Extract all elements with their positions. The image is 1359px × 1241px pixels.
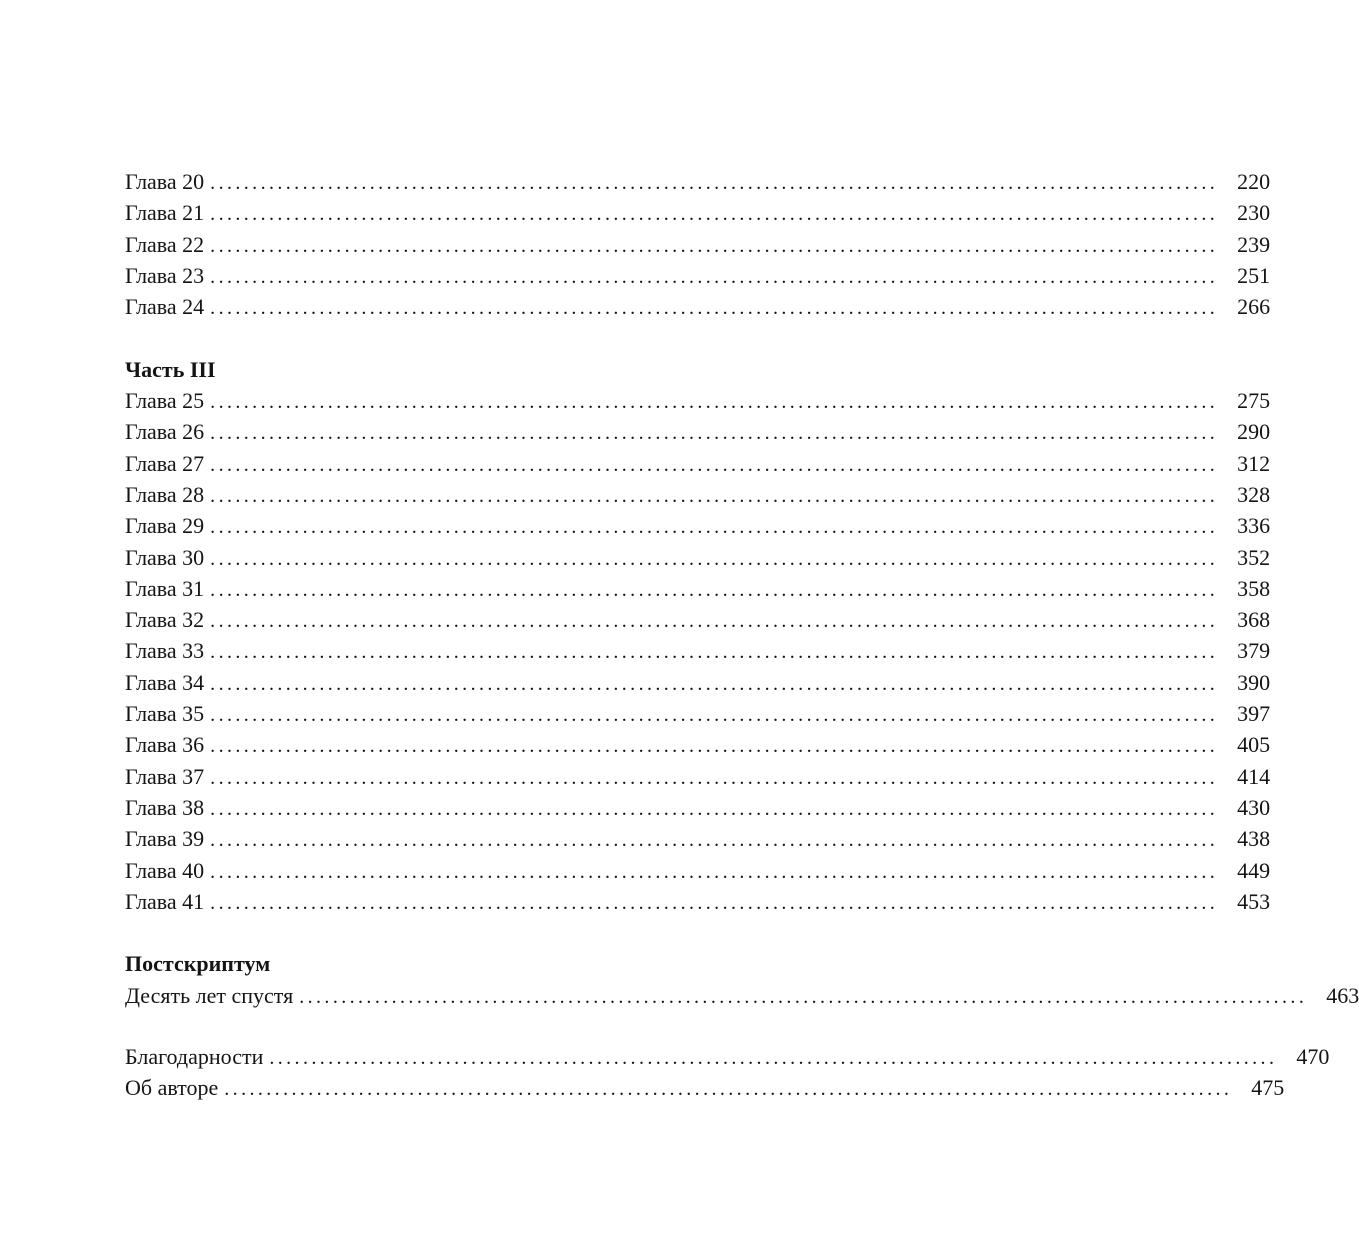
section-heading: Постскриптум (125, 951, 271, 977)
dot-leader: ........................................................................................................................ (269, 1047, 1278, 1070)
toc-entry-page: 336 (1237, 513, 1271, 539)
dot-leader: ........................................................................................................................ (210, 735, 1219, 758)
toc-entry[interactable] (125, 604, 1271, 635)
toc-entry-page: 453 (1237, 888, 1271, 914)
toc-entry-page: 463 (1326, 982, 1359, 1008)
toc-entry-title: Глава 29 (125, 513, 205, 539)
toc-entry[interactable] (125, 761, 1271, 792)
dot-leader: ........................................................................................................................ (210, 203, 1219, 226)
dot-leader: ........................................................................................................................ (210, 578, 1219, 601)
toc-entry-title: Благодарности (125, 1044, 264, 1070)
toc-entry[interactable] (125, 980, 1359, 1011)
dot-leader: ........................................................................................................................ (210, 704, 1219, 727)
toc-entry[interactable] (125, 1072, 1285, 1103)
toc-entry-page: 239 (1237, 231, 1271, 257)
dot-leader: ........................................................................................................................ (210, 641, 1219, 664)
toc-entry-title: Десять лет спустя (125, 982, 294, 1008)
toc-entry[interactable] (125, 855, 1271, 886)
toc-group-postscript (125, 948, 1359, 1011)
toc-group-back-matter (125, 1041, 1330, 1104)
toc-entry[interactable] (125, 729, 1271, 760)
dot-leader: ........................................................................................................................ (210, 860, 1219, 883)
dot-leader: ........................................................................................................................ (299, 985, 1308, 1008)
toc-entry-title: Глава 39 (125, 826, 205, 852)
toc-entry-page: 414 (1237, 763, 1271, 789)
toc-entry-page: 368 (1237, 607, 1271, 633)
dot-leader: ........................................................................................................................ (210, 547, 1219, 570)
toc-entry-title: Глава 40 (125, 857, 205, 883)
toc-entry-title: Глава 23 (125, 262, 205, 288)
section-heading: Часть III (125, 356, 216, 382)
toc-entry-page: 405 (1237, 732, 1271, 758)
toc-entry[interactable] (125, 886, 1271, 917)
dot-leader: ........................................................................................................................ (210, 766, 1219, 789)
dot-leader: ........................................................................................................................ (210, 234, 1219, 257)
toc-entry-page: 290 (1237, 419, 1271, 445)
toc-entry-title: Глава 37 (125, 763, 205, 789)
toc-entry-title: Глава 20 (125, 169, 205, 194)
toc-entry[interactable] (125, 635, 1271, 666)
toc-group-part-3 (125, 354, 1271, 917)
toc-entry-page: 475 (1251, 1075, 1285, 1101)
toc-entry-page: 251 (1237, 262, 1271, 288)
toc-entry[interactable] (125, 260, 1271, 291)
dot-leader: ........................................................................................................................ (210, 610, 1219, 633)
toc-entry-page: 390 (1237, 669, 1271, 695)
toc-entry[interactable] (125, 385, 1271, 416)
toc-entry-title: Глава 21 (125, 200, 205, 226)
dot-leader: ........................................................................................................................ (210, 797, 1219, 820)
toc-entry-page: 328 (1237, 481, 1271, 507)
toc-entry-page: 358 (1237, 575, 1271, 601)
dot-leader: ........................................................................................................................ (210, 422, 1219, 445)
toc-entry-page: 438 (1237, 826, 1271, 852)
toc-entry-page: 430 (1237, 794, 1271, 820)
spacer (125, 917, 686, 948)
toc-entry-title: Глава 35 (125, 701, 205, 727)
toc-entry-page: 449 (1237, 857, 1271, 883)
toc-entry[interactable] (125, 197, 1271, 228)
toc-entry-page: 352 (1237, 544, 1271, 570)
toc-entry-title: Глава 34 (125, 669, 205, 695)
dot-leader: ........................................................................................................................ (224, 1078, 1233, 1101)
toc-entry[interactable] (125, 416, 1271, 447)
toc-entry-page: 397 (1237, 701, 1271, 727)
toc-entry-page: 379 (1237, 638, 1271, 664)
dot-leader: ........................................................................................................................ (210, 516, 1219, 539)
toc-entry-title: Глава 27 (125, 450, 205, 476)
toc-entry[interactable] (125, 479, 1271, 510)
toc-entry[interactable] (125, 792, 1271, 823)
toc-entry-title: Глава 38 (125, 794, 205, 820)
toc-entry-title: Глава 28 (125, 481, 205, 507)
spacer (125, 1011, 686, 1041)
dot-leader: ........................................................................................................................ (210, 391, 1219, 414)
dot-leader: ........................................................................................................................ (210, 453, 1219, 476)
dot-leader: ........................................................................................................................ (210, 484, 1219, 507)
toc-entry[interactable] (125, 542, 1271, 573)
spacer (125, 322, 686, 353)
toc-entry[interactable] (125, 166, 1271, 197)
toc-entry-title: Глава 33 (125, 638, 205, 664)
dot-leader: ........................................................................................................................ (210, 297, 1219, 320)
dot-leader: ........................................................................................................................ (210, 891, 1219, 914)
toc-entry-title: Глава 32 (125, 607, 205, 633)
dot-leader: ........................................................................................................................ (210, 829, 1219, 852)
toc-entry-title: Глава 26 (125, 419, 205, 445)
dot-leader: ........................................................................................................................ (210, 172, 1219, 194)
toc-group (125, 166, 1271, 322)
toc-entry-title: Глава 30 (125, 544, 205, 570)
toc-entry-title: Глава 36 (125, 732, 205, 758)
toc-entry-page: 266 (1237, 294, 1271, 320)
dot-leader: ........................................................................................................................ (210, 265, 1219, 288)
toc-entry[interactable] (125, 698, 1271, 729)
toc-entry[interactable] (125, 823, 1271, 854)
toc-entry[interactable] (125, 448, 1271, 479)
toc-entry[interactable] (125, 667, 1271, 698)
toc-entry[interactable] (125, 1041, 1330, 1072)
toc-entry-title: Глава 22 (125, 231, 205, 257)
toc-entry-page: 470 (1296, 1044, 1330, 1070)
table-of-contents (125, 166, 1359, 1104)
toc-entry-title: Глава 41 (125, 888, 205, 914)
toc-entry-title: Об авторе (125, 1075, 219, 1101)
toc-entry[interactable] (125, 510, 1271, 541)
toc-entry[interactable] (125, 229, 1271, 260)
toc-entry[interactable] (125, 573, 1271, 604)
toc-entry-title: Глава 24 (125, 294, 205, 320)
toc-entry-page: 230 (1237, 200, 1271, 226)
toc-entry-page: 312 (1237, 450, 1271, 476)
dot-leader: ........................................................................................................................ (210, 672, 1219, 695)
toc-entry-title: Глава 25 (125, 388, 205, 414)
toc-entry-page: 220 (1237, 169, 1271, 194)
toc-entry[interactable] (125, 291, 1271, 322)
toc-entry-page: 275 (1237, 388, 1271, 414)
toc-entry-title: Глава 31 (125, 575, 205, 601)
